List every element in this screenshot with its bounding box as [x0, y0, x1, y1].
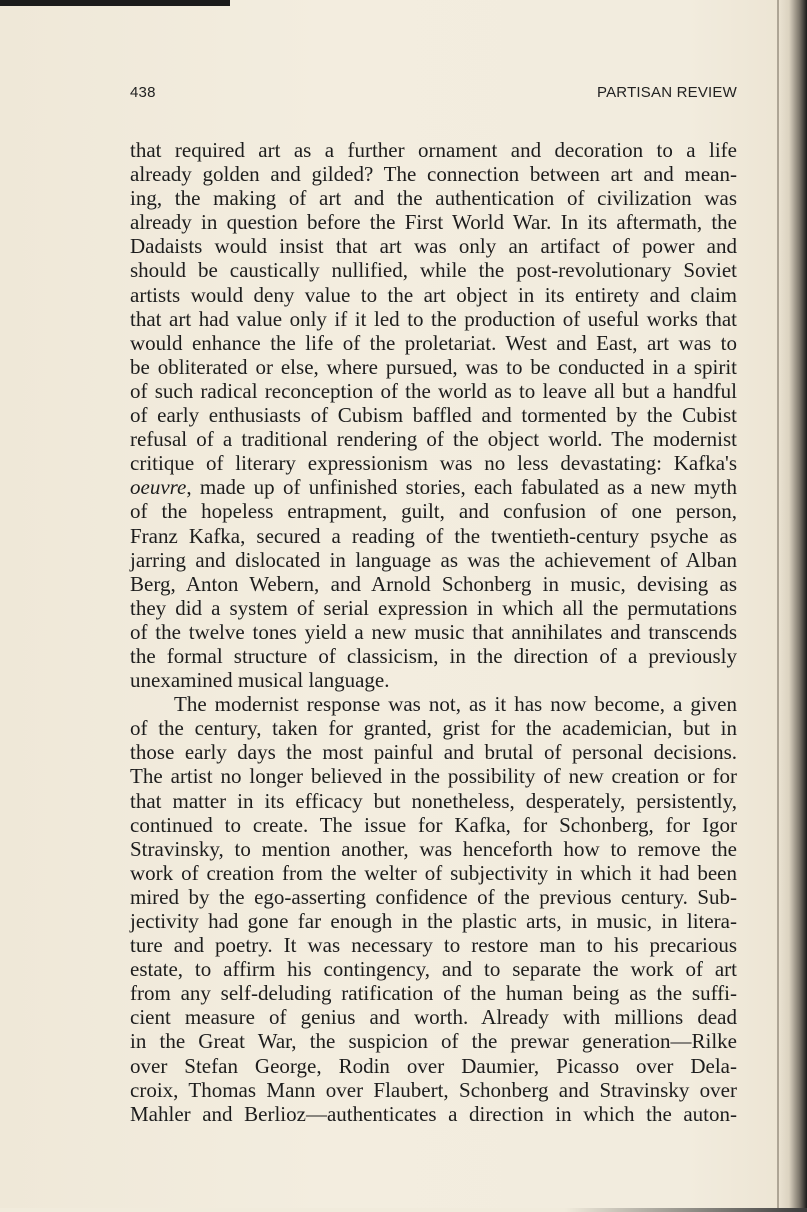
text-line: in the Great War, the suspicion of the prewar generation—Rilke — [130, 1029, 737, 1054]
text-line: of such radical reconception of the world as to leave all but a handful — [130, 378, 737, 403]
text-line: they did a system of serial expression in which all the permutations — [130, 595, 737, 620]
text-line: be obliterated or else, where pursued, was to be conducted in a spirit — [130, 354, 737, 379]
text-line: oeuvre, made up of unfinished stories, each fabulated as a new myth — [130, 475, 737, 500]
page-number: 438 — [130, 84, 156, 101]
paragraph — [130, 138, 737, 692]
text-line: Dadaists would insist that art was only an artifact of power and — [130, 234, 737, 259]
text-line: of the hopeless entrapment, guilt, and confusion of one person, — [130, 499, 737, 524]
text-line: from any self-deluding ratification of the human being as the suffi- — [130, 981, 737, 1006]
article-body — [130, 138, 737, 1126]
text-line: Stravinsky, to mention another, was henceforth how to remove the — [130, 836, 737, 861]
text-line: already in question before the First World War. In its aftermath, the — [130, 210, 737, 235]
text-line: The artist no longer believed in the possibility of new creation or for — [130, 764, 737, 789]
text-line: that art had value only if it led to the production of useful works that — [130, 306, 737, 331]
text-line: croix, Thomas Mann over Flaubert, Schonberg and Stravinsky over — [130, 1077, 737, 1102]
text-line: that required art as a further ornament and decoration to a life — [130, 138, 737, 162]
scan-bottom-edge — [0, 1208, 807, 1212]
book-spine-shadow — [777, 0, 807, 1212]
text-line: unexamined musical language. — [130, 668, 390, 693]
text-line: estate, to affirm his contingency, and to separate the work of art — [130, 957, 737, 982]
text-line: jarring and dislocated in language as was the achievement of Alban — [130, 547, 737, 572]
text-line: jectivity had gone far enough in the plastic arts, in music, in litera- — [130, 909, 737, 933]
text-line: The modernist response was not, as it has now become, a given — [174, 692, 737, 717]
text-line: cient measure of genius and worth. Already with millions dead — [130, 1005, 737, 1030]
text-line: refusal of a traditional rendering of the object world. The modernist — [130, 427, 737, 452]
text-line: that matter in its efficacy but nonetheless, desperately, persistently, — [130, 788, 737, 813]
text-line: Franz Kafka, secured a reading of the twentieth-century psyche as — [130, 523, 737, 548]
running-header — [130, 84, 737, 106]
text-line: already golden and gilded? The connection between art and mean- — [130, 162, 737, 187]
text-line: work of creation from the welter of subjectivity in which it had been — [130, 860, 737, 885]
text-line: over Stefan George, Rodin over Daumier, Picasso over Dela- — [130, 1053, 737, 1078]
italic-term: oeuvre — [130, 475, 187, 500]
text-line: of the twelve tones yield a new music that annihilates and transcends — [130, 619, 737, 644]
text-line: artists would deny value to the art object in its entirety and claim — [130, 282, 737, 307]
text-line: continued to create. The issue for Kafka, for Schonberg, for Igor — [130, 812, 737, 837]
text-line: critique of literary expressionism was no less devastating: Kafka's — [130, 451, 737, 476]
text-line: should be caustically nullified, while the post-revolutionary Soviet — [130, 258, 737, 283]
text-line: would enhance the life of the proletariat. West and East, art was to — [130, 330, 737, 355]
page-fold-line — [777, 0, 779, 1212]
paragraph — [130, 692, 737, 1126]
text-line: ture and poetry. It was necessary to restore man to his precarious — [130, 933, 737, 958]
text-line: Berg, Anton Webern, and Arnold Schonberg in music, devising as — [130, 571, 737, 596]
text-line: those early days the most painful and brutal of personal decisions. — [130, 740, 737, 765]
scan-top-edge — [0, 0, 230, 6]
text-line: ing, the making of art and the authentication of civilization was — [130, 186, 737, 211]
text-line: mired by the ego-asserting confidence of the previous century. Sub- — [130, 884, 737, 909]
text-line: Mahler and Berlioz—authenticates a direction in which the auton- — [130, 1101, 737, 1126]
text-line: of early enthusiasts of Cubism baffled and tormented by the Cubist — [130, 403, 737, 428]
text-line: of the century, taken for granted, grist for the academician, but in — [130, 716, 737, 741]
text-line: the formal structure of classicism, in the direction of a previously — [130, 643, 737, 668]
journal-title: PARTISAN REVIEW — [597, 84, 737, 101]
